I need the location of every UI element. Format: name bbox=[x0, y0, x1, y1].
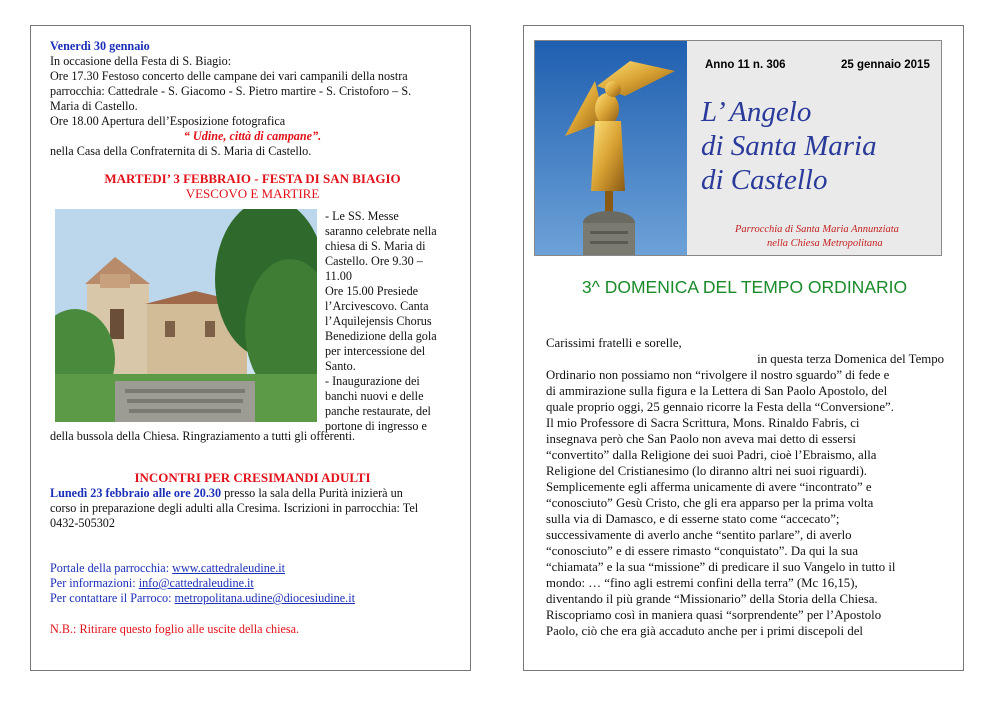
body-line: insegnava però che San Paolo non aveva mai detto di essersi bbox=[546, 432, 856, 446]
feast-line: panche restaurate, del bbox=[325, 404, 431, 418]
body-line: “conosciuto” e di essere rimasto “conquistato”. Da qui la sua bbox=[546, 544, 858, 558]
body-line: Ordinario non possiamo non “rivolgere il nostro sguardo” di fede e bbox=[546, 368, 890, 382]
feast-heading: MARTEDI’ 3 FEBBRAIO - FESTA DI SAN BIAGIO bbox=[104, 171, 401, 186]
page-heading: 3^ DOMENICA DEL TEMPO ORDINARIO bbox=[581, 277, 908, 297]
contact-label: Per contattare il Parroco: bbox=[50, 591, 175, 605]
issue-number: Anno 11 n. 306 bbox=[705, 59, 786, 71]
feast-subheading: VESCOVO E MARTIRE bbox=[185, 186, 320, 201]
masthead-subtitle: nella Chiesa Metropolitana bbox=[767, 238, 883, 249]
feast-line: l’Aquilejensis Chorus bbox=[325, 314, 432, 328]
info-line bbox=[50, 576, 455, 591]
body-line: diventando il più grande “Missionario” della Storia della Chiesa. bbox=[546, 592, 878, 606]
body-line: mondo: … “fino agli estremi confini della terra” (Mc 16,15), bbox=[546, 576, 858, 590]
body-line: quale proprio oggi, 25 gennaio ricorre la Festa della “Conversione”. bbox=[546, 400, 894, 414]
body-line: Religione del Cristianesimo (lo diranno altri nei suoi riguardi). bbox=[546, 464, 867, 478]
masthead-title-line: di Santa Maria bbox=[701, 130, 877, 162]
masthead-banner bbox=[534, 40, 942, 256]
body-line: in questa terza Domenica del Tempo bbox=[757, 352, 944, 366]
meetings-line2: corso in preparazione degli adulti alla Cresima. Iscrizioni in parrocchia: Tel bbox=[50, 501, 419, 515]
feast-line: Santo. bbox=[325, 359, 356, 373]
exhibit-place: nella Casa della Confraternita di S. Maria di Castello. bbox=[50, 144, 312, 158]
exhibit-title: “ Udine, città di campane”. bbox=[183, 129, 322, 143]
feast-line: portone di ingresso e bbox=[325, 419, 427, 433]
feast-line: Ore 15.00 Presiede bbox=[325, 284, 419, 298]
friday-heading: Venerdì 30 gennaio bbox=[50, 39, 150, 53]
body-line: sulla via di Damasco, e di esserne stato come “accecato”; bbox=[546, 512, 840, 526]
masthead-title-line: di Castello bbox=[701, 164, 828, 196]
issue-date: 25 gennaio 2015 bbox=[841, 59, 930, 71]
friday-line: Ore 18.00 Apertura dell’Esposizione fotografica bbox=[50, 114, 286, 128]
friday-line: Ore 17.30 Festoso concerto delle campane dei vari campanili della nostra bbox=[50, 69, 408, 83]
greeting: Carissimi fratelli e sorelle, bbox=[546, 336, 682, 350]
note: N.B.: Ritirare questo foglio alle uscite della chiesa. bbox=[50, 622, 300, 636]
friday-line: parrocchia: Cattedrale - S. Giacomo - S. Pietro martire - S. Cristoforo – S. bbox=[50, 84, 412, 98]
church-photo bbox=[55, 209, 317, 422]
body-line: successivamente di averlo anche “sentito parlare”, di averlo bbox=[546, 528, 852, 542]
portal-line bbox=[50, 561, 455, 576]
contact-line bbox=[50, 591, 455, 606]
body-line: “conosciuto” Gesù Cristo, che gli era apparso per la prima volta bbox=[546, 496, 874, 510]
feast-line: 11.00 bbox=[325, 269, 352, 283]
feast-line: chiesa di S. Maria di bbox=[325, 239, 426, 253]
body-line: Il mio Professore di Sacra Scrittura, Mons. Rinaldo Fabris, ci bbox=[546, 416, 860, 430]
feast-line: l’Arcivescovo. Canta bbox=[325, 299, 429, 313]
body-line: Paolo, ciò che era già accaduto anche per i primi discepoli del bbox=[546, 624, 863, 638]
masthead-subtitle: Parrocchia di Santa Maria Annunziata bbox=[735, 224, 899, 235]
body-line: “convertito” dalla Religione dei suoi Padri, cioè l’Ebraismo, alla bbox=[546, 448, 877, 462]
meetings-line1 bbox=[50, 486, 455, 501]
contact-link[interactable]: metropolitana.udine@diocesiudine.it bbox=[174, 591, 355, 605]
meetings-date: Lunedì 23 febbraio alle ore 20.30 bbox=[50, 486, 222, 500]
friday-line: Maria di Castello. bbox=[50, 99, 138, 113]
portal-link[interactable]: www.cattedraleudine.it bbox=[172, 561, 286, 575]
feast-line: Benedizione della gola bbox=[325, 329, 437, 343]
feast-line: - Inaugurazione dei bbox=[325, 374, 420, 388]
feast-line: - Le SS. Messe bbox=[325, 209, 399, 223]
meetings-line3: 0432-505302 bbox=[50, 516, 115, 530]
feast-line: Castello. Ore 9.30 – bbox=[325, 254, 423, 268]
body-line: “chiamata” e la sua “missione” di predicare il suo Vangelo in tutto il bbox=[546, 560, 896, 574]
meetings-line1-rest: presso la sala della Purità inizierà un bbox=[221, 486, 403, 500]
left-page bbox=[30, 25, 471, 671]
feast-last-line: della bussola della Chiesa. Ringraziamento a tutti gli offerenti. bbox=[50, 429, 356, 443]
body-line: Riscopriamo così in maniera quasi “sorprendente” per l’Apostolo bbox=[546, 608, 882, 622]
angel-statue-image bbox=[535, 41, 687, 255]
info-link[interactable]: info@cattedraleudine.it bbox=[138, 576, 254, 590]
meetings-heading: INCONTRI PER CRESIMANDI ADULTI bbox=[134, 470, 371, 485]
feast-line: banchi nuovi e delle bbox=[325, 389, 424, 403]
masthead-title-line: L’ Angelo bbox=[701, 96, 812, 128]
body-line: Semplicemente egli afferma unicamente di avere “incontrato” e bbox=[546, 480, 872, 494]
right-page bbox=[523, 25, 964, 671]
feast-line: saranno celebrate nella bbox=[325, 224, 437, 238]
body-line: di ammirazione sulla figura e la Lettera di San Paolo Apostolo, del bbox=[546, 384, 888, 398]
feast-line: per intercessione del bbox=[325, 344, 426, 358]
info-label: Per informazioni: bbox=[50, 576, 139, 590]
friday-line: In occasione della Festa di S. Biagio: bbox=[50, 54, 232, 68]
portal-label: Portale della parrocchia: bbox=[50, 561, 173, 575]
